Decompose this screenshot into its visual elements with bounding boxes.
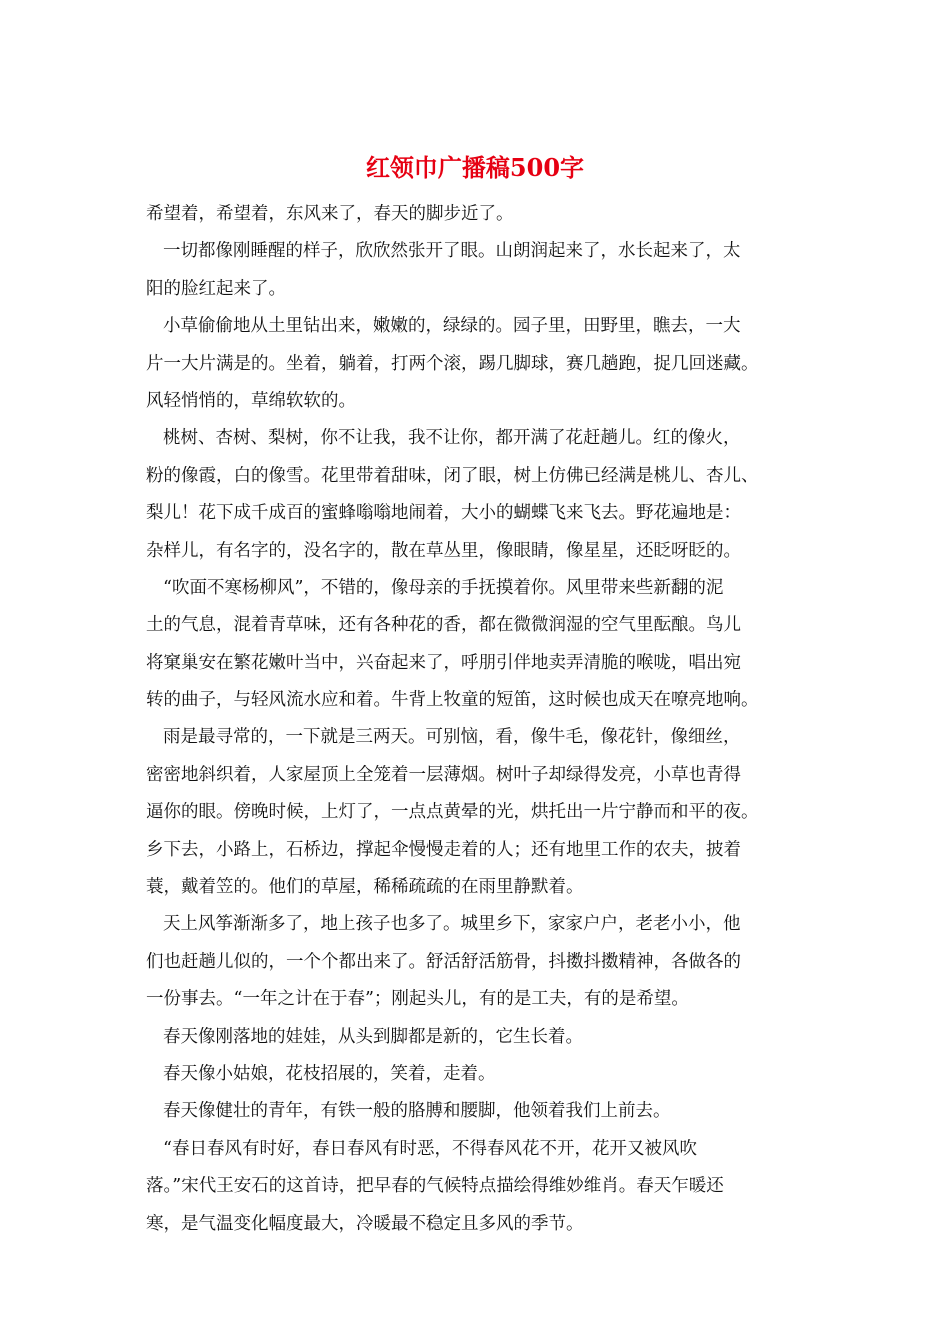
paragraph-line: 小草偷偷地从土里钻出来，嫩嫩的，绿绿的。园子里，田野里，瞧去，一大 bbox=[163, 316, 741, 337]
paragraph-line: 天上风筝渐渐多了，地上孩子也多了。城里乡下，家家户户，老老小小，他 bbox=[163, 914, 741, 935]
paragraph-line: 蓑，戴着笠的。他们的草屋，稀稀疏疏的在雨里静默着。 bbox=[146, 877, 584, 898]
paragraph-line: 粉的像霞，白的像雪。花里带着甜味，闭了眼，树上仿佛已经满是桃儿、杏儿、 bbox=[146, 465, 759, 486]
paragraph-line: 将窠巢安在繁花嫩叶当中，兴奋起来了，呼朋引伴地卖弄清脆的喉咙，唱出宛 bbox=[146, 652, 741, 673]
paragraph-line: 们也赶趟儿似的，一个个都出来了。舒活舒活筋骨，抖擞抖擞精神，各做各的 bbox=[146, 951, 741, 972]
paragraph-line: “吹面不寒杨柳风”，不错的，像母亲的手抚摸着你。风里带来些新翻的泥 bbox=[163, 577, 724, 598]
paragraph-line: 转的曲子，与轻风流水应和着。牛背上牧童的短笛，这时候也成天在嘹亮地响。 bbox=[146, 690, 759, 711]
paragraph-line: 雨是最寻常的，一下就是三两天。可别恼，看，像牛毛，像花针，像细丝， bbox=[163, 727, 741, 748]
paragraph-line: 阳的脸红起来了。 bbox=[146, 278, 286, 299]
paragraph-line: 梨儿！花下成千成百的蜜蜂嗡嗡地闹着，大小的蝴蝶飞来飞去。野花遍地是： bbox=[146, 503, 741, 524]
paragraph-line: 密密地斜织着，人家屋顶上全笼着一层薄烟。树叶子却绿得发亮，小草也青得 bbox=[146, 764, 741, 785]
paragraph-line: 片一大片满是的。坐着，躺着，打两个滚，踢几脚球，赛几趟跑，捉几回迷藏。 bbox=[146, 353, 759, 374]
paragraph-line: 杂样儿，有名字的，没名字的，散在草丛里，像眼睛，像星星，还眨呀眨的。 bbox=[146, 540, 741, 561]
paragraph-line: 乡下去，小路上，石桥边，撑起伞慢慢走着的人；还有地里工作的农夫，披着 bbox=[146, 839, 741, 860]
paragraph-line: 希望着，希望着，东风来了，春天的脚步近了。 bbox=[146, 204, 514, 224]
paragraph-line: 土的气息，混着青草味，还有各种花的香，都在微微润湿的空气里酝酿。鸟儿 bbox=[146, 615, 741, 636]
paragraph-line: 桃树、杏树、梨树，你不让我，我不让你，都开满了花赶趟儿。红的像火， bbox=[163, 428, 741, 449]
paragraph-line: “春日春风有时好，春日春风有时恶，不得春风花不开，花开又被风吹 bbox=[163, 1138, 697, 1159]
paragraph-line: 逼你的眼。傍晚时候，上灯了，一点点黄晕的光，烘托出一片宁静而和平的夜。 bbox=[146, 802, 759, 823]
document-body bbox=[146, 196, 814, 1243]
paragraph-line: 落。”宋代王安石的这首诗，把早春的气候特点描绘得维妙维肖。春天乍暖还 bbox=[146, 1176, 724, 1197]
paragraph-line: 春天像刚落地的娃娃，从头到脚都是新的，它生长着。 bbox=[163, 1026, 583, 1047]
paragraph-line: 一份事去。“一年之计在于春”；刚起头儿，有的是工夫，有的是希望。 bbox=[146, 989, 689, 1010]
document-title: 红领巾广播稿500字 bbox=[365, 153, 585, 182]
paragraph-line: 寒，是气温变化幅度最大，冷暖最不稳定且多风的季节。 bbox=[146, 1213, 584, 1234]
paragraph-line: 春天像小姑娘，花枝招展的，笑着，走着。 bbox=[163, 1063, 496, 1084]
paragraph-line: 一切都像刚睡醒的样子，欣欣然张开了眼。山朗润起来了，水长起来了，太 bbox=[163, 241, 741, 262]
paragraph-line: 风轻悄悄的，草绵软软的。 bbox=[146, 390, 356, 411]
paragraph-line: 春天像健壮的青年，有铁一般的胳膊和腰脚，他领着我们上前去。 bbox=[163, 1101, 671, 1122]
